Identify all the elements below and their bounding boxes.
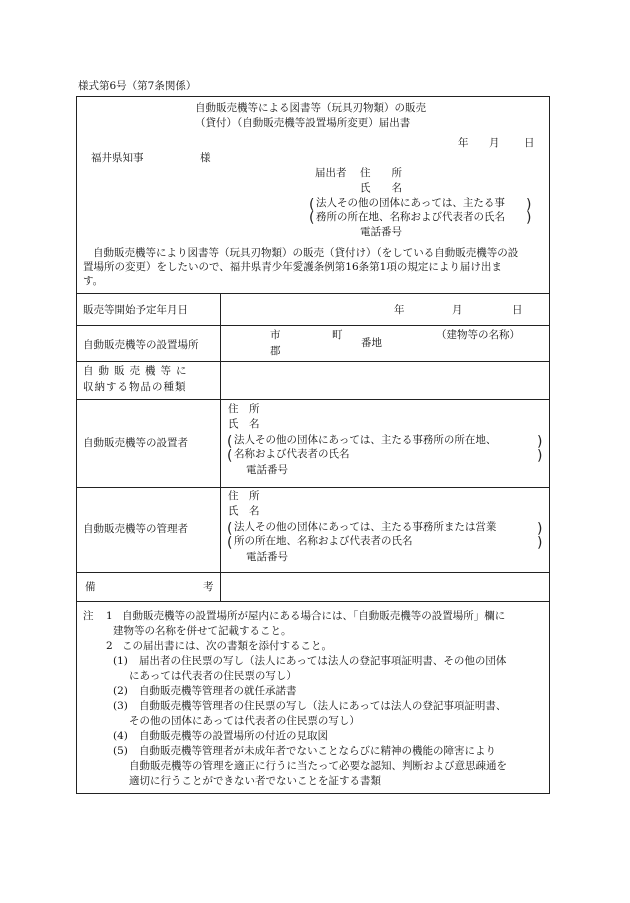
row-divider: [77, 399, 549, 400]
subnote-2-number: (2): [113, 685, 128, 697]
notifier-address-label: 住 所: [360, 167, 402, 179]
items-label-line2: 収納する物品の種類: [83, 381, 187, 393]
location-city-label: 市: [270, 329, 281, 341]
date-year-label: 年: [458, 137, 469, 149]
manager-right-paren: ): [537, 535, 543, 551]
notifier-corp-note-line1: 法人その他の団体にあっては、主たる事: [316, 197, 505, 209]
form-number-label: 様式第6号（第7条関係）: [78, 80, 197, 92]
manager-phone-label: 電話番号: [246, 551, 288, 563]
note-1-line1: 自動販売機等の設置場所が屋内にある場合には、「自動販売機等の設置場所」欄に: [122, 610, 506, 622]
honorific: 様: [200, 152, 211, 164]
notifier-corp-note-line2: 務所の所在地、名称および代表者の氏名: [316, 211, 505, 223]
manager-label: 自動販売機等の管理者: [83, 523, 188, 535]
installer-left-paren: (: [227, 434, 233, 450]
installer-name-label: 氏 名: [228, 418, 260, 430]
row-divider: [77, 487, 549, 488]
note-1-line2: 建物等の名称を併せて記載すること。: [113, 625, 292, 637]
row-divider: [77, 361, 549, 362]
date-month-label: 月: [489, 137, 500, 149]
subnote-1-line1: 届出者の住民票の写し（法人にあっては法人の登記事項証明書、その他の団体: [139, 655, 507, 667]
notifier-name-label: 氏 名: [360, 182, 402, 194]
items-label-line1: 自動販売機等に: [83, 365, 192, 377]
notes-heading: 注: [83, 610, 94, 622]
notifier-phone-label: 電話番号: [360, 226, 402, 238]
notifier-left-paren: (: [309, 197, 315, 213]
subnote-5-line2: 自動販売機等の管理を適正に行うに当たって必要な認知、判断および意思疎通を: [129, 760, 507, 772]
note-2-line1: この届出書には、次の書類を添付すること。: [122, 640, 332, 652]
manager-right-paren: ): [537, 521, 543, 537]
manager-left-paren: (: [227, 521, 233, 537]
notifier-label: 届出者: [315, 167, 347, 179]
body-text-line2: 置場所の変更）をしたいので、福井県青少年愛護条例第16条第1項の規定により届け出ま: [83, 261, 502, 273]
subnote-1-number: (1): [113, 655, 128, 667]
manager-address-label: 住 所: [228, 490, 260, 502]
subnote-3-line1: 自動販売機等管理者の住民票の写し（法人にあっては法人の登記事項証明書、: [139, 700, 507, 712]
subnote-3-line2: その他の団体にあっては代表者の住民票の写し）: [129, 715, 360, 727]
body-text-line1: 自動販売機等により図書等（玩具刃物類）の販売（貸付け）（をしている自動販売機等の設: [93, 247, 519, 259]
notifier-right-paren: ): [526, 197, 532, 213]
addressee: 福井県知事: [91, 152, 144, 164]
notifier-left-paren: (: [309, 210, 315, 226]
remarks-label-char1: 備: [85, 581, 96, 593]
notification-form: [76, 96, 550, 794]
body-text-line3: す。: [83, 275, 104, 287]
row-divider: [77, 325, 549, 326]
subnote-4-number: (4): [113, 730, 128, 742]
start-year-label: 年: [394, 304, 405, 316]
remarks-label-char2: 考: [203, 581, 214, 593]
column-divider: [220, 293, 221, 601]
row-divider: [77, 601, 549, 602]
installer-corp-note-line2: 名称および代表者の氏名: [234, 448, 350, 460]
manager-left-paren: (: [227, 535, 233, 551]
installer-left-paren: (: [227, 448, 233, 464]
location-banchi-label: 番地: [361, 337, 382, 349]
note-2-number: 2: [106, 640, 113, 652]
start-date-label: 販売等開始予定年月日: [83, 304, 188, 316]
manager-name-label: 氏 名: [228, 505, 260, 517]
location-building-label: （建物等の名称）: [436, 329, 520, 341]
subnote-5-number: (5): [113, 745, 128, 757]
installer-address-label: 住 所: [228, 403, 260, 415]
subnote-2-line1: 自動販売機等管理者の就任承諾書: [139, 685, 297, 697]
row-divider: [77, 293, 549, 294]
installer-phone-label: 電話番号: [246, 464, 288, 476]
installer-right-paren: ): [537, 434, 543, 450]
installer-corp-note-line1: 法人その他の団体にあっては、主たる事務所の所在地、: [234, 434, 497, 446]
subnote-5-line1: 自動販売機等管理者が未成年者でないことならびに精神の機能の障害により: [139, 745, 496, 757]
subnote-5-line3: 適切に行うことができない者でないことを証する書類: [129, 775, 381, 787]
note-1-number: 1: [106, 610, 113, 622]
location-label: 自動販売機等の設置場所: [83, 339, 199, 351]
form-title-line1: 自動販売機等による図書等（玩具刃物類）の販売: [195, 102, 426, 114]
subnote-4-line1: 自動販売機等の設置場所の付近の見取図: [139, 730, 328, 742]
location-county-label: 郡: [270, 345, 281, 357]
start-month-label: 月: [452, 304, 463, 316]
manager-corp-note-line2: 所の所在地、名称および代表者の氏名: [234, 535, 413, 547]
date-day-label: 日: [524, 137, 535, 149]
form-title-line2: （貸付）（自動販売機等設置場所変更）届出書: [195, 117, 411, 129]
installer-label: 自動販売機等の設置者: [83, 437, 188, 449]
subnote-1-line2: にあっては代表者の住民票の写し）: [129, 670, 297, 682]
start-day-label: 日: [512, 304, 523, 316]
location-town-label: 町: [332, 329, 343, 341]
subnote-3-number: (3): [113, 700, 128, 712]
installer-right-paren: ): [537, 448, 543, 464]
notifier-right-paren: ): [526, 210, 532, 226]
row-divider: [77, 572, 549, 573]
manager-corp-note-line1: 法人その他の団体にあっては、主たる事務所または営業: [234, 521, 497, 533]
